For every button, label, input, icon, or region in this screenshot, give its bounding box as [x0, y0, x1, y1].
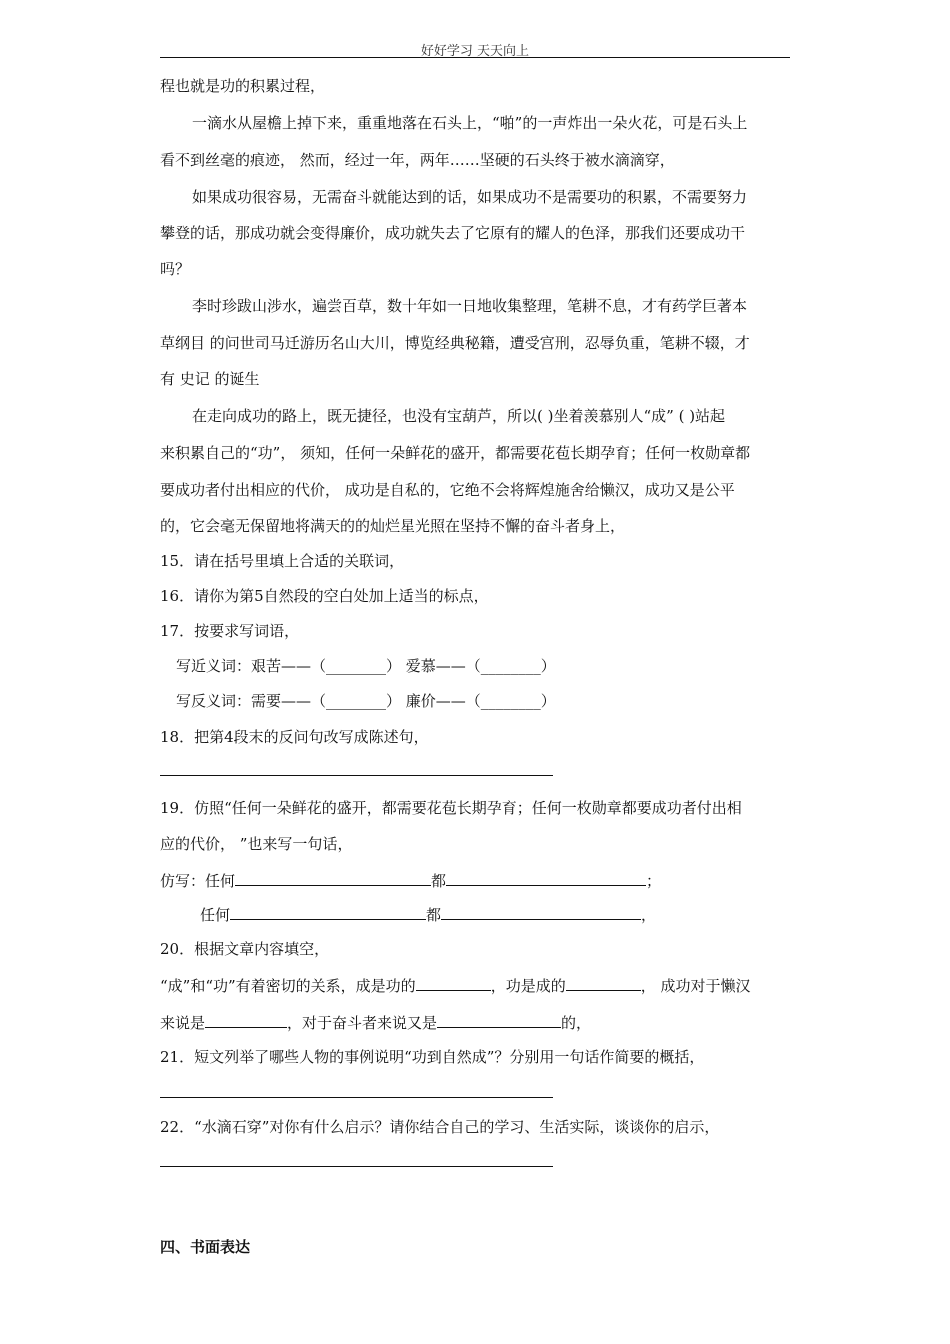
- fill-text: ，功是成的: [490, 977, 566, 995]
- passage-line: 攀登的话，那成功就会变得廉价，成功就失去了它原有的耀人的色泽，那我们还要成功干: [160, 224, 746, 242]
- passage-line: 程也就是功的积累过程，: [160, 77, 326, 95]
- fill-text: 的，: [561, 1014, 592, 1032]
- fill-text: ， 成功对于懒汉: [640, 977, 751, 995]
- imitation-any: 任何: [205, 872, 236, 890]
- passage-line: 要成功者付出相应的代价， 成功是自私的，它绝不会将辉煌施舍给懒汉，成功又是公平: [160, 481, 735, 499]
- question-21: 21．短文列举了哪些人物的事例说明“功到自然成”？分别用一句话作简要的概括，: [160, 1048, 705, 1066]
- passage-line: 有 史记 的诞生: [160, 370, 260, 388]
- fill-text: 来说是: [160, 1014, 206, 1032]
- imitation-line-2: [200, 904, 656, 925]
- answer-line-22[interactable]: [160, 1166, 553, 1167]
- imitation-semicolon: ；: [646, 872, 662, 890]
- fill-blank[interactable]: [437, 1012, 561, 1028]
- imitation-line-1: [160, 870, 661, 891]
- question-19-cont: 应的代价， ”也来写一句话，: [160, 835, 353, 853]
- passage-line: 李时珍跋山涉水，遍尝百草，数十年如一日地收集整理，笔耕不息，才有药学巨著本: [192, 297, 748, 315]
- answer-line-21[interactable]: [160, 1097, 553, 1098]
- fill-blank[interactable]: [416, 975, 491, 991]
- question-16: 16．请你为第5自然段的空白处加上适当的标点，: [160, 587, 489, 605]
- fill-blank[interactable]: [566, 975, 641, 991]
- question-15: 15．请在括号里填上合适的关联词，: [160, 552, 405, 570]
- imitation-blank[interactable]: [230, 904, 426, 920]
- answer-line-18[interactable]: [160, 775, 553, 776]
- imitation-blank[interactable]: [235, 870, 431, 886]
- passage-line: 如果成功很容易，无需奋斗就能达到的话，如果成功不是需要功的积累，不需要努力: [192, 188, 748, 206]
- question-17-synonyms: 写近义词：艰苦——（________） 爱慕——（________）: [176, 657, 556, 675]
- imitation-blank[interactable]: [441, 904, 641, 920]
- imitation-all: 都: [426, 906, 442, 924]
- passage-line: 来积累自己的“功”， 须知，任何一朵鲜花的盛开，都需要花苞长期孕育；任何一枚勋章都: [160, 444, 751, 462]
- fill-blank[interactable]: [205, 1012, 287, 1028]
- question-20-line-1: [160, 975, 750, 996]
- passage-line: 一滴水从屋檐上掉下来，重重地落在石头上，“啪”的一声炸出一朵火花，可是石头上: [192, 114, 748, 132]
- imitation-any: 任何: [200, 906, 231, 924]
- question-20-line-2: [160, 1012, 591, 1033]
- imitation-all: 都: [431, 872, 447, 890]
- header-rule: [160, 57, 790, 58]
- question-17: 17．按要求写词语，: [160, 622, 300, 640]
- imitation-label: 仿写：: [160, 872, 206, 890]
- fill-text: “成”和“功”有着密切的关系，成是功的: [160, 977, 416, 995]
- section-title: 四、书面表达: [160, 1238, 251, 1256]
- passage-line: 在走向成功的路上，既无捷径，也没有宝葫芦，所以( )坐着羡慕别人“成” ( )站起: [192, 407, 726, 425]
- question-20: 20．根据文章内容填空，: [160, 940, 330, 958]
- question-19: 19．仿照“任何一朵鲜花的盛开，都需要花苞长期孕育；任何一枚勋章都要成功者付出相: [160, 799, 742, 817]
- question-22: 22．“水滴石穿”对你有什么启示？请你结合自己的学习、生活实际，谈谈你的启示，: [160, 1118, 720, 1136]
- passage-line: 草纲目 的问世司马迁游历名山大川，博览经典秘籍，遭受宫刑，忍辱负重，笔耕不辍，才: [160, 334, 750, 352]
- passage-line: 看不到丝毫的痕迹， 然而，经过一年，两年……坚硬的石头终于被水滴滴穿，: [160, 151, 675, 169]
- imitation-comma: ，: [641, 906, 657, 924]
- question-18: 18．把第4段末的反问句改写成陈述句，: [160, 728, 429, 746]
- fill-text: ，对于奋斗者来说又是: [287, 1014, 438, 1032]
- page-header: 好好学习 天天向上: [420, 44, 530, 59]
- question-17-antonyms: 写反义词：需要——（________） 廉价——（________）: [176, 692, 556, 710]
- passage-line: 吗？: [160, 260, 191, 278]
- passage-line: 的，它会毫无保留地将满天的的灿烂星光照在坚持不懈的奋斗者身上，: [160, 517, 626, 535]
- imitation-blank[interactable]: [446, 870, 646, 886]
